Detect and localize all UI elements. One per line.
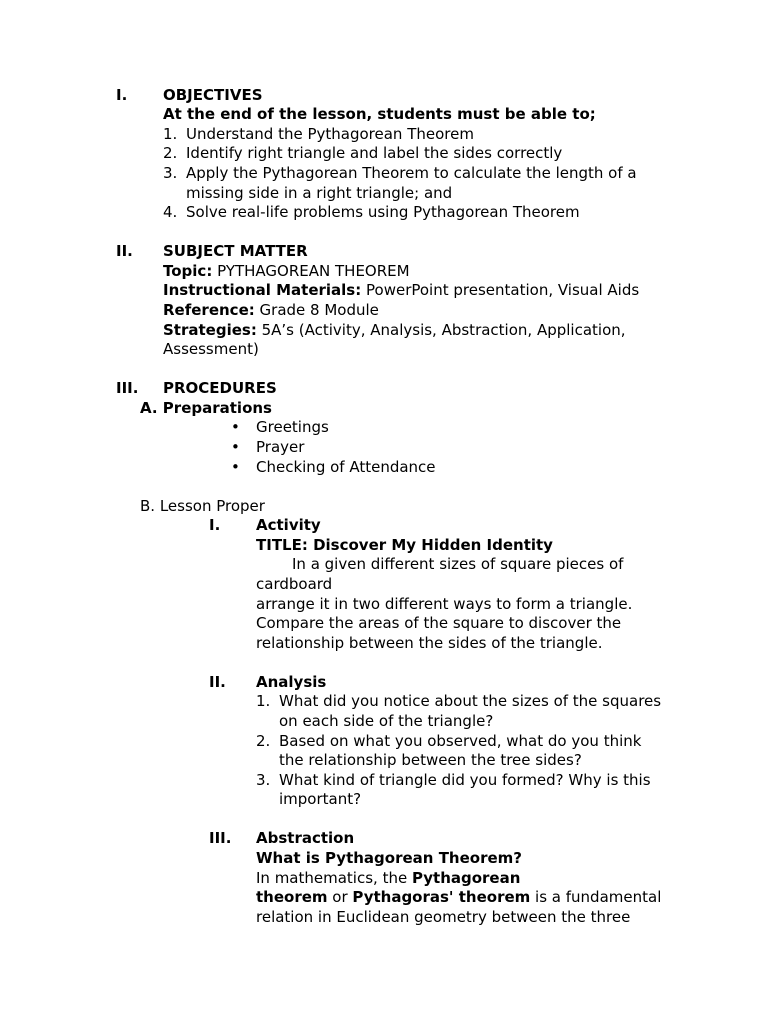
analysis-question-continued: on each side of the triangle? [279, 712, 494, 730]
objective-item: Identify right triangle and label the sides correctly [186, 144, 563, 162]
analysis-numeral: II. [209, 673, 226, 691]
objective-item: Apply the Pythagorean Theorem to calculate the length of a [186, 164, 637, 182]
bullet-icon: • [231, 418, 240, 436]
topic-label: Topic: [163, 262, 213, 280]
abstraction-heading: Abstraction [256, 829, 355, 847]
reference-value: Grade 8 Module [259, 301, 379, 319]
activity-text-line: relationship between the sides of the triangle. [256, 634, 603, 652]
strategies-label: Strategies: [163, 321, 257, 339]
activity-text-line: arrange it in two different ways to form a triangle. [256, 595, 633, 613]
reference-label: Reference: [163, 301, 255, 319]
strategies-value-continued: Assessment) [163, 340, 259, 358]
analysis-number: 1. [256, 692, 271, 710]
objective-number: 3. [163, 164, 178, 182]
abstraction-term: Pythagoras' theorem [352, 888, 531, 906]
analysis-question: What kind of triangle did you formed? Why is this [279, 771, 651, 789]
preparations-label: A. Preparations [140, 399, 272, 417]
topic-value: PYTHAGOREAN THEOREM [217, 262, 410, 280]
strategies-value: 5A’s (Activity, Analysis, Abstraction, Application, [261, 321, 626, 339]
procedures-heading: PROCEDURES [163, 379, 277, 397]
bullet-icon: • [231, 438, 240, 456]
strategies-line [163, 321, 626, 341]
materials-value: PowerPoint presentation, Visual Aids [366, 281, 640, 299]
abstraction-text: is a fundamental [530, 888, 662, 906]
subject-matter-heading: SUBJECT MATTER [163, 242, 308, 260]
objective-item-continued: missing side in a right triangle; and [186, 184, 453, 202]
abstraction-question: What is Pythagorean Theorem? [256, 849, 522, 867]
preparation-item: Checking of Attendance [256, 458, 436, 476]
objective-number: 4. [163, 203, 178, 221]
activity-text-line: cardboard [256, 575, 333, 593]
analysis-question-continued: the relationship between the tree sides? [279, 751, 582, 769]
preparation-item: Prayer [256, 438, 305, 456]
analysis-number: 3. [256, 771, 271, 789]
analysis-number: 2. [256, 732, 271, 750]
analysis-question: What did you notice about the sizes of the squares [279, 692, 662, 710]
objectives-intro: At the end of the lesson, students must be able to; [163, 105, 596, 123]
objectives-numeral: I. [116, 86, 128, 104]
objective-number: 1. [163, 125, 178, 143]
abstraction-term: theorem [256, 888, 328, 906]
activity-text-line: Compare the areas of the square to discover the [256, 614, 622, 632]
objective-item: Solve real-life problems using Pythagorean Theorem [186, 203, 580, 221]
abstraction-text-line: relation in Euclidean geometry between the three [256, 908, 631, 926]
reference-line [163, 301, 379, 321]
activity-text-line: In a given different sizes of square pieces of [292, 555, 624, 573]
preparation-item: Greetings [256, 418, 329, 436]
activity-title: TITLE: Discover My Hidden Identity [256, 536, 553, 554]
objective-number: 2. [163, 144, 178, 162]
analysis-heading: Analysis [256, 673, 327, 691]
analysis-question-continued: important? [279, 790, 362, 808]
materials-label: Instructional Materials: [163, 281, 362, 299]
analysis-question: Based on what you observed, what do you think [279, 732, 642, 750]
subject-matter-numeral: II. [116, 242, 133, 260]
lesson-proper-label: B. Lesson Proper [140, 497, 265, 515]
abstraction-term: Pythagorean [411, 869, 521, 887]
activity-heading: Activity [256, 516, 321, 534]
abstraction-text: or [327, 888, 353, 906]
objective-item: Understand the Pythagorean Theorem [186, 125, 474, 143]
abstraction-text-line [256, 888, 661, 908]
bullet-icon: • [231, 458, 240, 476]
abstraction-text: In mathematics, the [256, 869, 412, 887]
abstraction-numeral: III. [209, 829, 232, 847]
materials-line [163, 281, 639, 301]
abstraction-text-line [256, 869, 520, 889]
topic-line [163, 262, 410, 282]
activity-numeral: I. [209, 516, 221, 534]
objectives-heading: OBJECTIVES [163, 86, 263, 104]
procedures-numeral: III. [116, 379, 139, 397]
